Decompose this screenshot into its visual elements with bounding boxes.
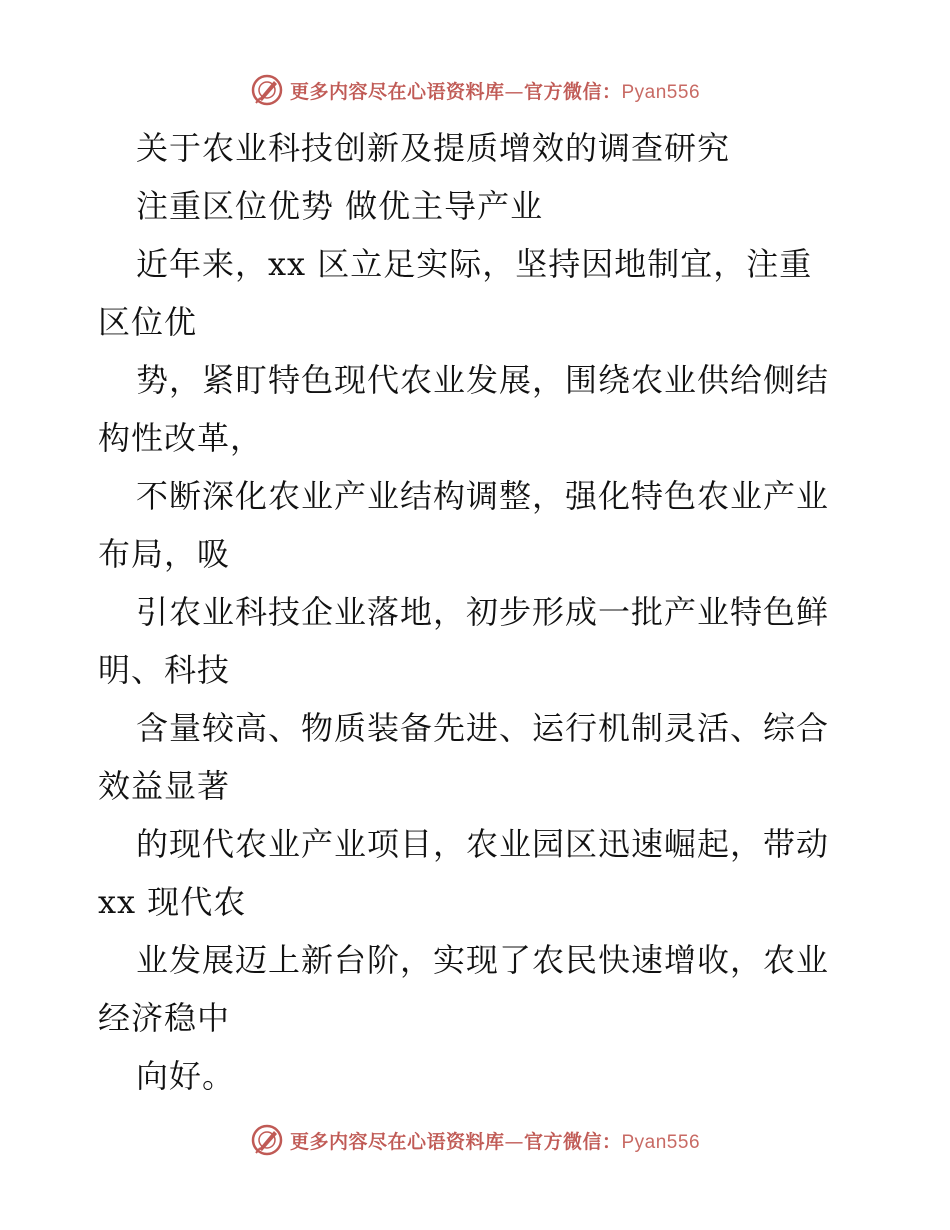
paragraph-line: 不断深化农业产业结构调整，强化特色农业产业	[136, 477, 830, 515]
paragraph-line: xx 现代农	[98, 883, 247, 921]
footer-watermark	[0, 1120, 950, 1160]
paragraph-line: 布局，吸	[98, 535, 231, 573]
header-watermark	[0, 70, 950, 110]
paragraph-line: 的现代农业产业项目，农业园区迅速崛起，带动	[136, 825, 830, 863]
paragraph-line: 向好。	[136, 1057, 236, 1095]
quill-logo-icon	[250, 73, 284, 107]
watermark-text: 更多内容尽在心语资料库—官方微信：Pyan556	[289, 80, 701, 103]
paragraph-line: 引农业科技企业落地，初步形成一批产业特色鲜	[136, 593, 830, 631]
section-heading: 注重区位优势 做优主导产业	[136, 187, 544, 225]
watermark-text: 更多内容尽在心语资料库—官方微信：Pyan556	[289, 1130, 701, 1153]
paragraph-line: 近年来，xx 区立足实际，坚持因地制宜，注重	[136, 245, 813, 283]
paragraph-line: 业发展迈上新台阶，实现了农民快速增收，农业	[136, 941, 830, 979]
paragraph-line: 明、科技	[98, 651, 231, 689]
paragraph-line: 势，紧盯特色现代农业发展，围绕农业供给侧结	[136, 361, 830, 399]
quill-logo-icon	[250, 1123, 284, 1157]
document-title: 关于农业科技创新及提质增效的调查研究	[136, 129, 731, 167]
paragraph-line: 区位优	[98, 303, 198, 341]
paragraph-line: 构性改革，	[98, 419, 264, 457]
paragraph-line: 效益显著	[98, 767, 231, 805]
paragraph-line: 含量较高、物质装备先进、运行机制灵活、综合	[136, 709, 830, 747]
paragraph-line: 经济稳中	[98, 999, 231, 1037]
